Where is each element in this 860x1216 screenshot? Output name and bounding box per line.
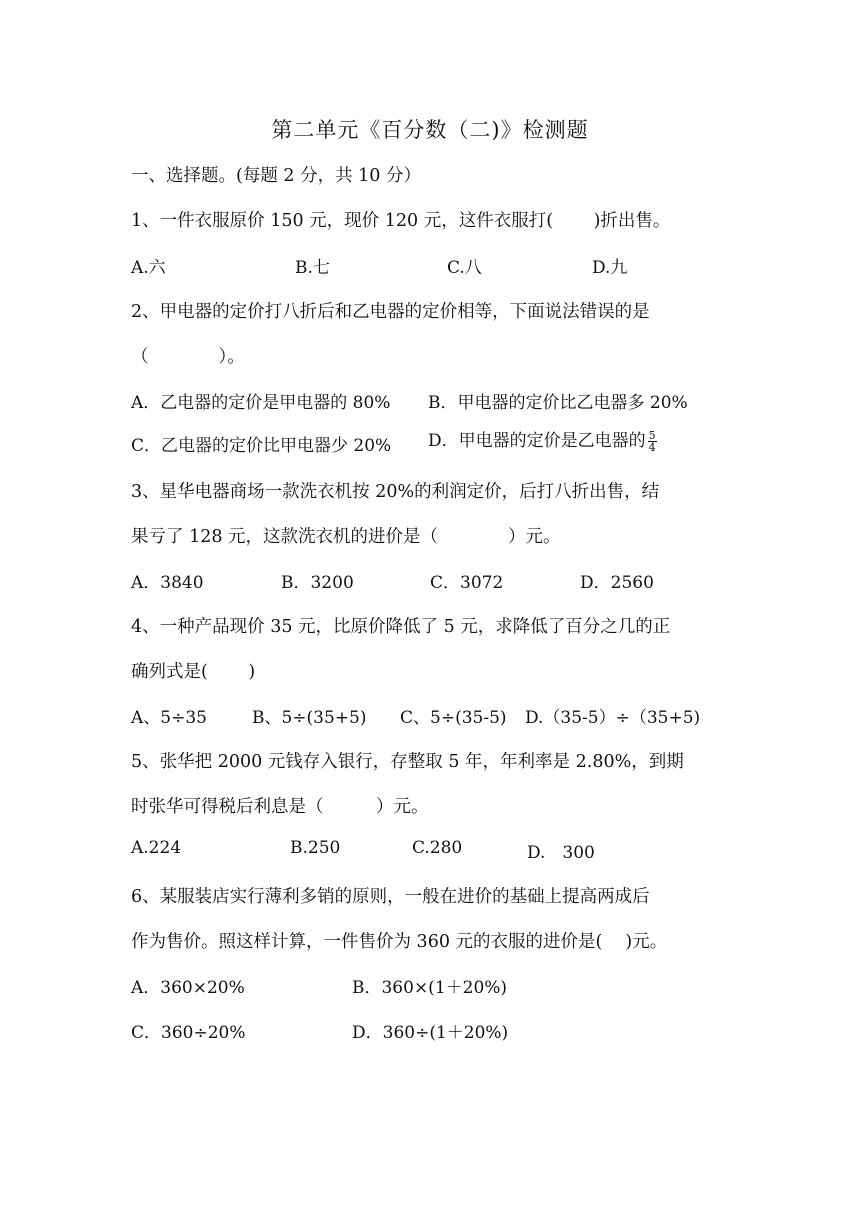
- fraction: [648, 430, 657, 453]
- question-2-stem-line1: 2、甲电器的定价打八折后和乙电器的定价相等，下面说法错误的是: [131, 302, 650, 322]
- q2-option-d: [428, 426, 657, 453]
- question-2-stem-line2: （ ）。: [131, 347, 245, 367]
- q2-option-a: A．乙电器的定价是甲电器的 80%: [131, 393, 391, 413]
- q6-option-a: A．360×20%: [131, 978, 245, 998]
- q4-option-b: B、5÷(35+5): [252, 708, 367, 728]
- q5-option-d: D. 300: [527, 843, 595, 863]
- question-5-stem-line2: 时张华可得税后利息是（ ）元。: [131, 797, 429, 817]
- q3-option-c: C．3072: [430, 573, 504, 593]
- fraction-numerator: 5: [648, 429, 656, 442]
- question-6-stem-line2: 作为售价。照这样计算，一件售价为 360 元的衣服的进价是( )元。: [131, 932, 668, 952]
- page-title: 第二单元《百分数（二)》检测题: [271, 118, 589, 142]
- question-3-stem-line2: 果亏了 128 元，这款洗衣机的进价是（ ）元。: [131, 527, 561, 547]
- section-heading: 一、选择题。(每题 2 分，共 10 分）: [131, 166, 421, 186]
- q6-option-c: C．360÷20%: [131, 1023, 246, 1043]
- q2-option-d-text: D．甲电器的定价是乙电器的: [428, 431, 646, 451]
- q4-option-a: A、5÷35: [131, 708, 207, 728]
- q1-option-b: B.七: [295, 258, 330, 278]
- q6-option-b: B．360×(1＋20%): [352, 978, 508, 998]
- q1-option-d: D.九: [592, 258, 628, 278]
- q1-option-a: A.六: [131, 258, 166, 278]
- q3-option-b: B．3200: [281, 573, 354, 593]
- question-4-stem-line1: 4、一种产品现价 35 元，比原价降低了 5 元，求降低了百分之几的正: [131, 617, 671, 637]
- q2-option-c: C．乙电器的定价比甲电器少 20%: [131, 436, 392, 456]
- q5-option-a: A.224: [131, 838, 182, 858]
- q2-option-b: B．甲电器的定价比乙电器多 20%: [428, 393, 688, 413]
- question-3-stem-line1: 3、星华电器商场一款洗衣机按 20%的利润定价，后打八折出售，结: [131, 482, 660, 502]
- question-4-stem-line2: 确列式是( ): [131, 662, 256, 682]
- question-1-stem: 1、一件衣服原价 150 元，现价 120 元，这件衣服打( )折出售。: [131, 211, 671, 231]
- q4-option-c: C、5÷(35-5): [400, 708, 507, 728]
- fraction-denominator: 4: [648, 441, 656, 454]
- question-6-stem-line1: 6、某服装店实行薄利多销的原则，一般在进价的基础上提高两成后: [131, 887, 650, 907]
- q1-option-c: C.八: [447, 258, 482, 278]
- q3-option-a: A．3840: [131, 573, 204, 593]
- q3-option-d: D．2560: [580, 573, 654, 593]
- q4-option-d: D.（35-5）÷（35+5): [525, 708, 701, 728]
- q5-option-c: C.280: [412, 838, 463, 858]
- q5-option-b: B.250: [290, 838, 341, 858]
- question-5-stem-line1: 5、张华把 2000 元钱存入银行，存整取 5 年，年利率是 2.80%，到期: [131, 752, 684, 772]
- q6-option-d: D．360÷(1＋20%): [352, 1023, 509, 1043]
